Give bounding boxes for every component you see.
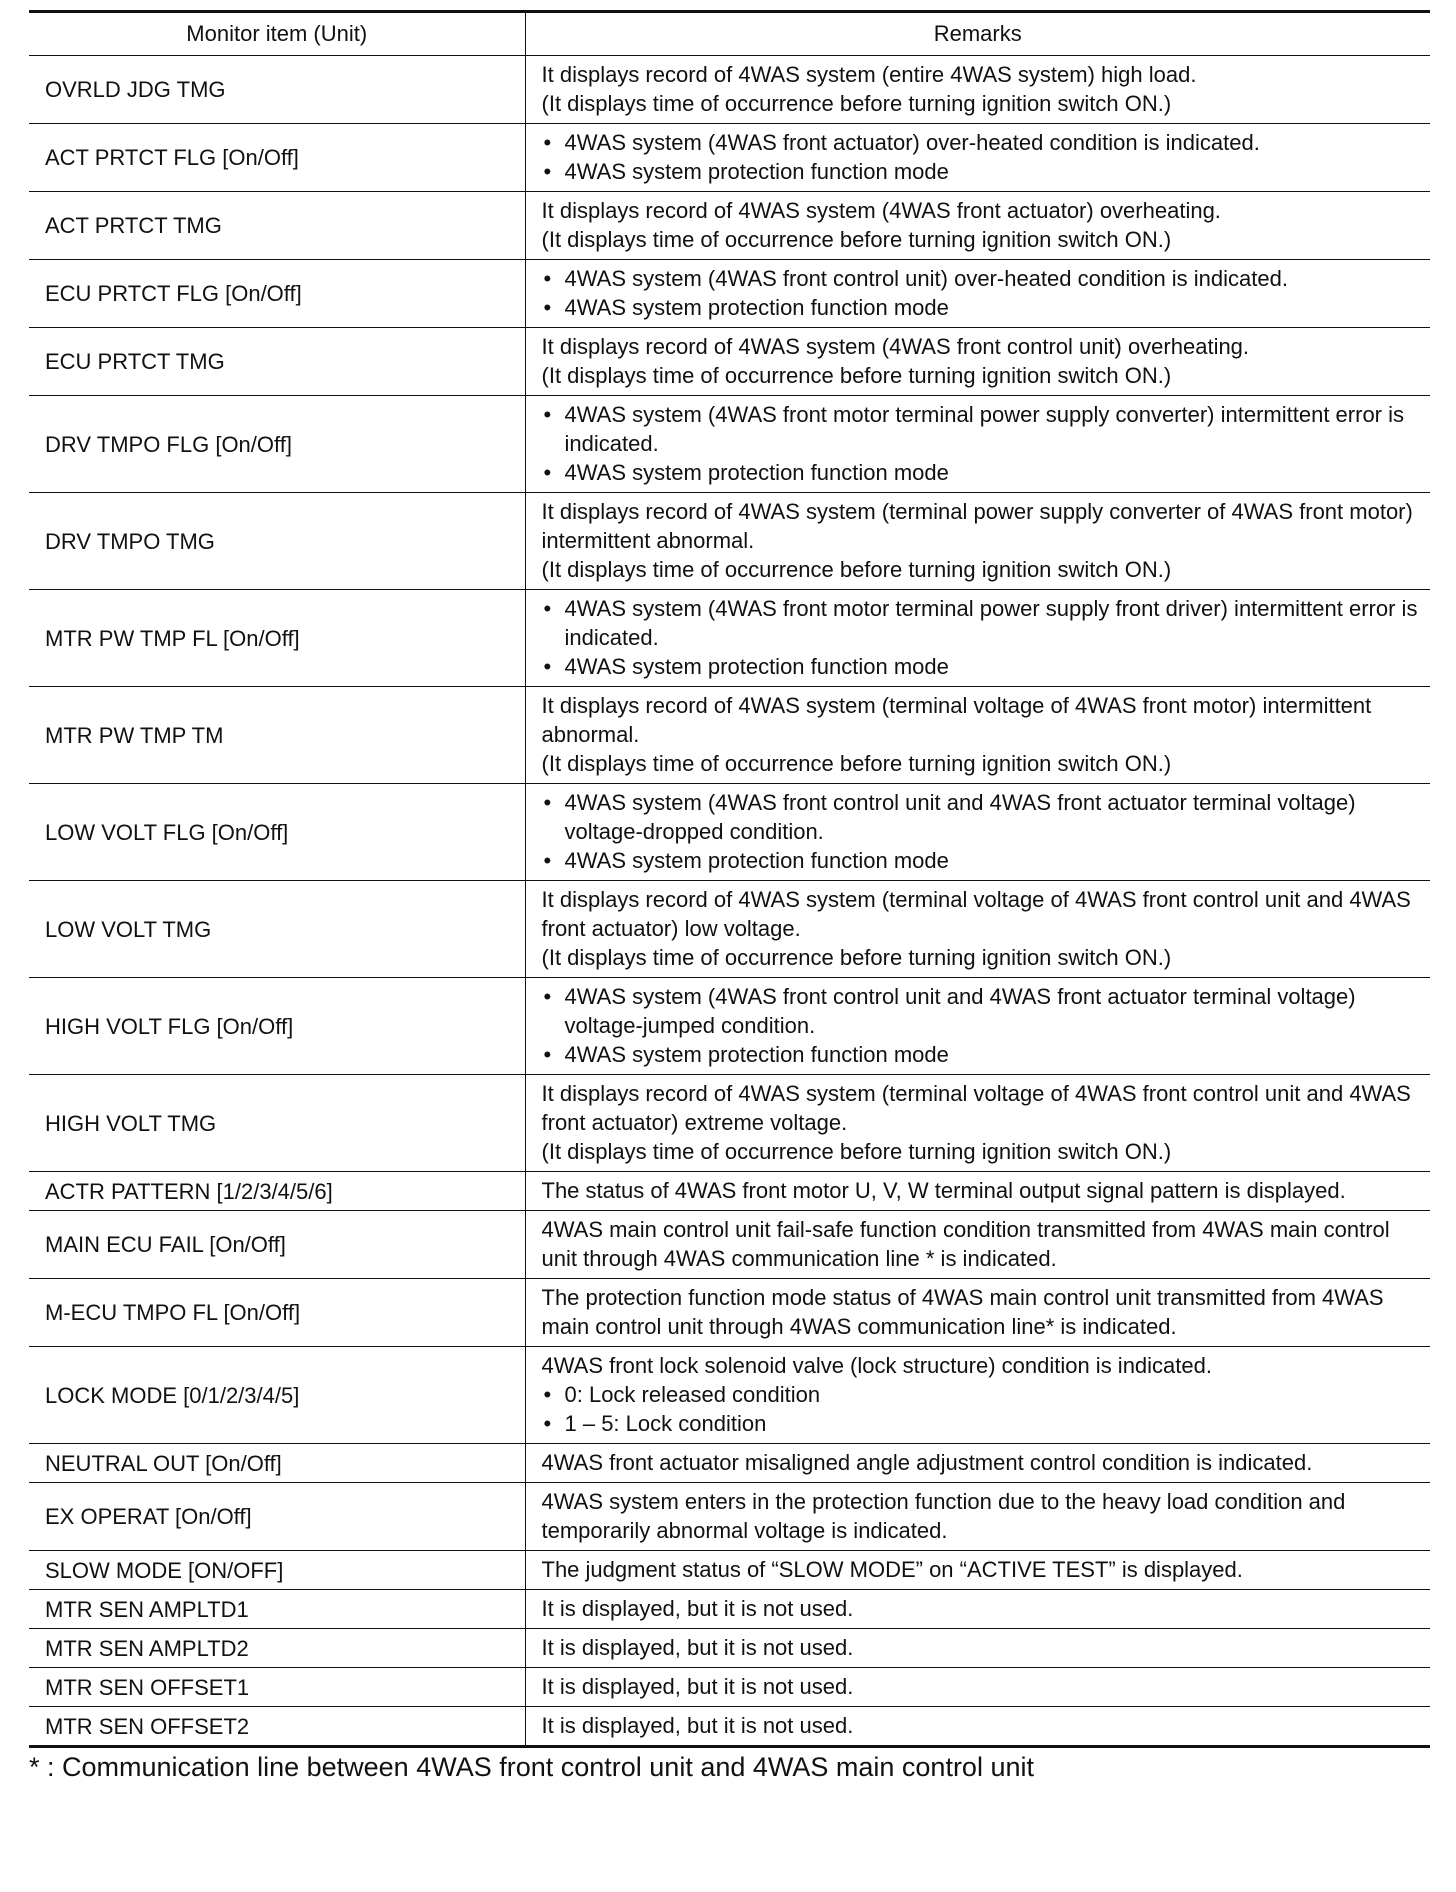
remarks-text: The status of 4WAS front motor U, V, W terminal output signal pattern is displayed. [541, 1178, 1346, 1203]
remarks-text: (It displays time of occurrence before turning ignition switch ON.) [541, 363, 1172, 388]
table-row [29, 260, 1430, 328]
remarks-bullet-item: • 4WAS system protection function mode [542, 458, 1421, 487]
monitor-item-cell: ECU PRTCT TMG [29, 328, 525, 396]
remarks-text: (It displays time of occurrence before turning ignition switch ON.) [541, 91, 1172, 116]
remarks-text: It displays record of 4WAS system (terminal voltage of 4WAS front control unit and 4WAS front actuator) low voltage. [541, 887, 1411, 941]
table-row [29, 590, 1430, 687]
remarks-cell [525, 881, 1430, 978]
table-body [29, 56, 1430, 1747]
remarks-text: (It displays time of occurrence before turning ignition switch ON.) [541, 945, 1172, 970]
remarks-cell [525, 56, 1430, 124]
table-row [29, 881, 1430, 978]
monitor-item-cell: DRV TMPO FLG [On/Off] [29, 396, 525, 493]
remarks-text: 4WAS system enters in the protection function due to the heavy load condition and temporarily abnormal voltage is indicated. [541, 1489, 1346, 1543]
remarks-bullet-list [542, 128, 1421, 186]
remarks-bullet-item: • 1 – 5: Lock condition [542, 1409, 1421, 1438]
remarks-text: (It displays time of occurrence before turning ignition switch ON.) [541, 1139, 1172, 1164]
remarks-cell [525, 1172, 1430, 1211]
table-row [29, 1444, 1430, 1483]
remarks-cell [525, 784, 1430, 881]
remarks-cell [525, 1075, 1430, 1172]
remarks-bullet-item: • 4WAS system protection function mode [542, 157, 1421, 186]
table-row [29, 1211, 1430, 1279]
monitor-item-cell: LOW VOLT TMG [29, 881, 525, 978]
remarks-cell [525, 1707, 1430, 1747]
remarks-cell [525, 192, 1430, 260]
remarks-bullet-item: • 4WAS system protection function mode [542, 652, 1421, 681]
monitor-item-cell: MTR SEN OFFSET1 [29, 1668, 525, 1707]
monitor-item-table [29, 10, 1430, 1748]
remarks-text: It is displayed, but it is not used. [541, 1674, 854, 1699]
table-row [29, 56, 1430, 124]
remarks-bullet-list [542, 1380, 1421, 1438]
remarks-bullet-item: • 4WAS system (4WAS front motor terminal power supply front driver) intermittent error is indicated. [542, 594, 1421, 652]
table-row [29, 1075, 1430, 1172]
remarks-cell [525, 1668, 1430, 1707]
remarks-text: It is displayed, but it is not used. [541, 1596, 854, 1621]
remarks-text: (It displays time of occurrence before turning ignition switch ON.) [541, 227, 1172, 252]
monitor-item-cell: DRV TMPO TMG [29, 493, 525, 590]
monitor-item-cell: EX OPERAT [On/Off] [29, 1483, 525, 1551]
monitor-item-cell: LOW VOLT FLG [On/Off] [29, 784, 525, 881]
remarks-cell [525, 260, 1430, 328]
table-row [29, 1483, 1430, 1551]
table-row [29, 124, 1430, 192]
table-row [29, 396, 1430, 493]
remarks-bullet-item: • 0: Lock released condition [542, 1380, 1421, 1409]
remarks-text: It displays record of 4WAS system (terminal power supply converter of 4WAS front motor) intermittent abnormal. [541, 499, 1413, 553]
monitor-item-cell: MTR SEN AMPLTD1 [29, 1590, 525, 1629]
table-row [29, 1629, 1430, 1668]
remarks-bullet-item: • 4WAS system (4WAS front motor terminal power supply converter) intermittent error is indicated. [542, 400, 1421, 458]
monitor-item-cell: MTR SEN OFFSET2 [29, 1707, 525, 1747]
table-row [29, 328, 1430, 396]
monitor-item-cell: NEUTRAL OUT [On/Off] [29, 1444, 525, 1483]
remarks-cell [525, 1279, 1430, 1347]
remarks-cell [525, 687, 1430, 784]
remarks-bullet-item: • 4WAS system protection function mode [542, 1040, 1421, 1069]
remarks-cell [525, 1211, 1430, 1279]
remarks-bullet-item: • 4WAS system (4WAS front control unit) over-heated condition is indicated. [542, 264, 1421, 293]
remarks-text: It is displayed, but it is not used. [541, 1635, 854, 1660]
remarks-text: 4WAS main control unit fail-safe function condition transmitted from 4WAS main control unit through 4WAS communication line * is indicated. [541, 1217, 1390, 1271]
table-row [29, 1172, 1430, 1211]
table-row [29, 493, 1430, 590]
remarks-text: It displays record of 4WAS system (4WAS front actuator) overheating. [541, 198, 1221, 223]
table-row [29, 687, 1430, 784]
remarks-cell [525, 1629, 1430, 1668]
remarks-bullet-list [542, 594, 1421, 681]
table-row [29, 192, 1430, 260]
remarks-text: (It displays time of occurrence before turning ignition switch ON.) [541, 557, 1172, 582]
table-row [29, 1668, 1430, 1707]
table-row [29, 784, 1430, 881]
remarks-cell [525, 1347, 1430, 1444]
remarks-bullet-item: • 4WAS system (4WAS front actuator) over-heated condition is indicated. [542, 128, 1421, 157]
remarks-text: It displays record of 4WAS system (4WAS front control unit) overheating. [541, 334, 1250, 359]
remarks-text: 4WAS front lock solenoid valve (lock structure) condition is indicated. [541, 1353, 1212, 1378]
monitor-item-cell: SLOW MODE [ON/OFF] [29, 1551, 525, 1590]
remarks-text: 4WAS front actuator misaligned angle adjustment control condition is indicated. [541, 1450, 1313, 1475]
remarks-cell [525, 328, 1430, 396]
monitor-item-cell: OVRLD JDG TMG [29, 56, 525, 124]
table-row [29, 1590, 1430, 1629]
remarks-cell [525, 1551, 1430, 1590]
monitor-item-cell: ACTR PATTERN [1/2/3/4/5/6] [29, 1172, 525, 1211]
table-row [29, 1279, 1430, 1347]
footnote: * : Communication line between 4WAS front control unit and 4WAS main control unit [29, 1752, 1034, 1782]
remarks-bullet-list [542, 264, 1421, 322]
table-row [29, 1347, 1430, 1444]
monitor-item-cell: HIGH VOLT TMG [29, 1075, 525, 1172]
monitor-item-cell: LOCK MODE [0/1/2/3/4/5] [29, 1347, 525, 1444]
remarks-bullet-list [542, 788, 1421, 875]
remarks-text: It displays record of 4WAS system (terminal voltage of 4WAS front control unit and 4WAS front actuator) extreme voltage. [541, 1081, 1411, 1135]
monitor-item-cell: MTR PW TMP TM [29, 687, 525, 784]
table-row [29, 978, 1430, 1075]
remarks-cell [525, 493, 1430, 590]
remarks-bullet-item: • 4WAS system protection function mode [542, 293, 1421, 322]
remarks-cell [525, 978, 1430, 1075]
monitor-item-cell: ACT PRTCT FLG [On/Off] [29, 124, 525, 192]
table-header-row [29, 12, 1430, 56]
remarks-bullet-item: • 4WAS system (4WAS front control unit and 4WAS front actuator terminal voltage) voltage-jumped condition. [542, 982, 1421, 1040]
header-remarks: Remarks [525, 12, 1430, 56]
remarks-cell [525, 1590, 1430, 1629]
remarks-cell [525, 124, 1430, 192]
remarks-bullet-list [542, 982, 1421, 1069]
remarks-cell [525, 1483, 1430, 1551]
monitor-item-cell: ACT PRTCT TMG [29, 192, 525, 260]
remarks-bullet-list [542, 400, 1421, 487]
remarks-cell [525, 590, 1430, 687]
monitor-item-cell: M-ECU TMPO FL [On/Off] [29, 1279, 525, 1347]
monitor-item-cell: MTR PW TMP FL [On/Off] [29, 590, 525, 687]
remarks-text: It displays record of 4WAS system (terminal voltage of 4WAS front motor) intermittent abnormal. [541, 693, 1372, 747]
remarks-text: It displays record of 4WAS system (entire 4WAS system) high load. [541, 62, 1197, 87]
header-monitor-item: Monitor item (Unit) [29, 12, 525, 56]
table-row [29, 1551, 1430, 1590]
monitor-item-cell: ECU PRTCT FLG [On/Off] [29, 260, 525, 328]
document-page [29, 10, 1430, 1783]
monitor-item-cell: MAIN ECU FAIL [On/Off] [29, 1211, 525, 1279]
remarks-text: The protection function mode status of 4WAS main control unit transmitted from 4WAS main control unit through 4WAS communication line* is indicated. [541, 1285, 1384, 1339]
remarks-cell [525, 396, 1430, 493]
monitor-item-cell: MTR SEN AMPLTD2 [29, 1629, 525, 1668]
monitor-item-cell: HIGH VOLT FLG [On/Off] [29, 978, 525, 1075]
remarks-bullet-item: • 4WAS system protection function mode [542, 846, 1421, 875]
remarks-text: The judgment status of “SLOW MODE” on “ACTIVE TEST” is displayed. [541, 1557, 1243, 1582]
remarks-text: It is displayed, but it is not used. [541, 1713, 854, 1738]
remarks-bullet-item: • 4WAS system (4WAS front control unit and 4WAS front actuator terminal voltage) voltage-dropped condition. [542, 788, 1421, 846]
remarks-cell [525, 1444, 1430, 1483]
table-row [29, 1707, 1430, 1747]
remarks-text: (It displays time of occurrence before turning ignition switch ON.) [541, 751, 1172, 776]
